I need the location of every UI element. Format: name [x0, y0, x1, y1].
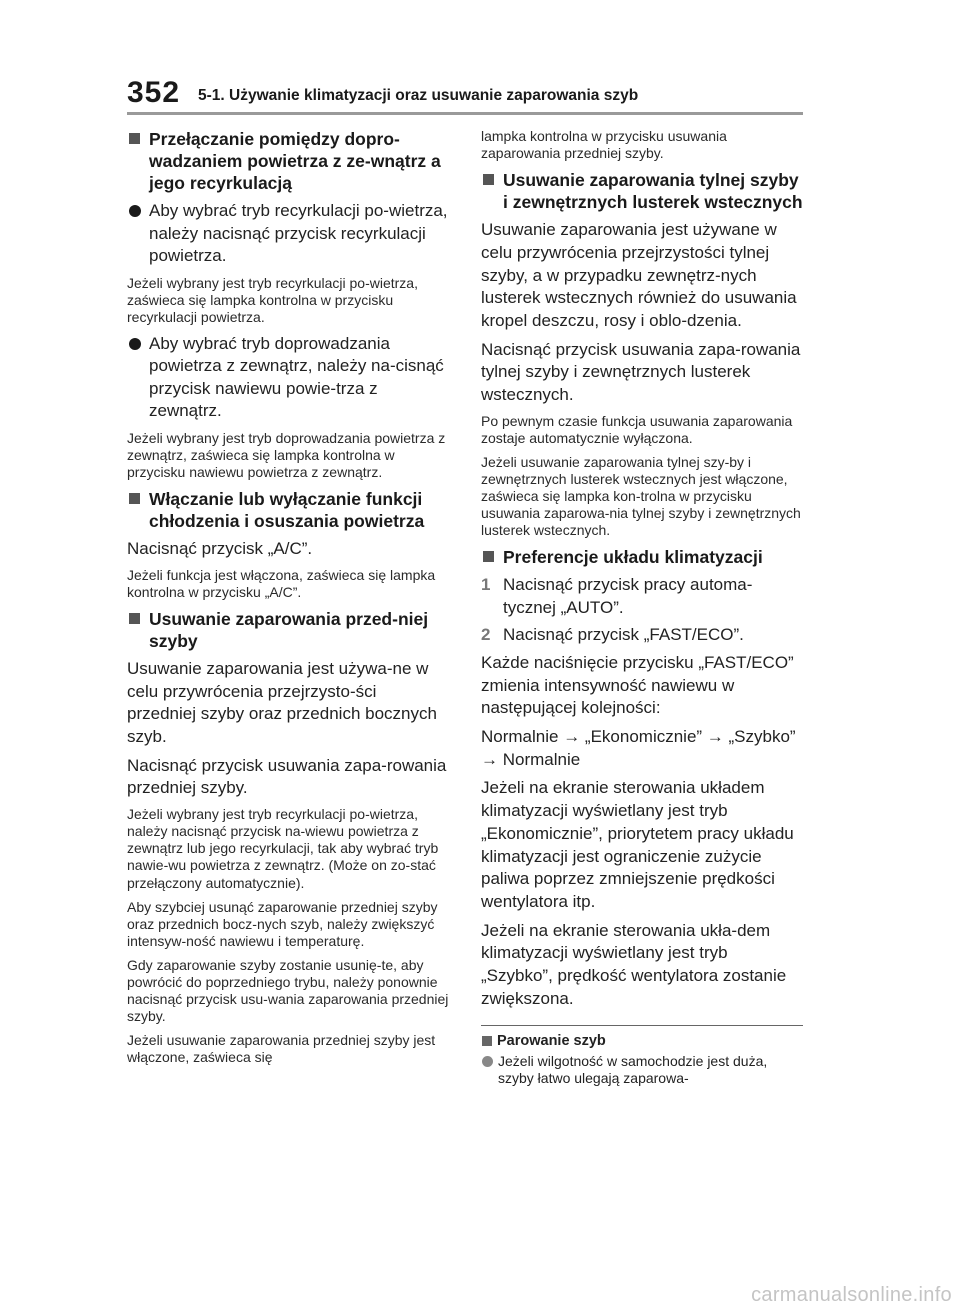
page-number: 352 — [127, 76, 181, 109]
note-text: Jeżeli wybrany jest tryb doprowadzania powietrza z zewnątrz, zaświeca się lampka kontrolna w przycisku nawiewu powietrza z zewnątrz. — [127, 429, 446, 480]
body-text: Usuwanie zaparowania jest używane w celu przywrócenia przejrzystości tylnej szyby, a w przypadku zewnętrz-nych lusterek wstecznych również do usuwania kropel deszczu, rosy i oblo-dzenia. — [481, 220, 797, 330]
divider — [481, 1025, 803, 1026]
right-column — [481, 128, 803, 1087]
note-text: Jeżeli funkcja jest włączona, zaświeca się lampka kontrolna w przycisku „A/C”. — [127, 566, 436, 600]
note-text: lampka kontrolna w przycisku usuwania zaparowania przedniej szyby. — [481, 128, 727, 162]
note-text: Jeżeli usuwanie zaparowania przedniej szyby jest włączone, zaświeca się — [127, 1032, 436, 1066]
body-text: Jeżeli na ekranie sterowania ukła-dem klimatyzacji wyświetlany jest tryb „Szybko”, prędkość wentylatora zostanie zwiększona. — [481, 920, 787, 1008]
section-title: 5-1. Używanie klimatyzacji oraz usuwanie zaparowania szyb — [198, 87, 639, 104]
bullet-item: Aby wybrać tryb doprowadzania powietrza z zewnątrz, należy na-cisnąć przycisk nawiewu powie-trza z zewnątrz. — [127, 333, 449, 423]
note-text: Jeżeli wybrany jest tryb recyrkulacji po-wietrza, zaświeca się lampka kontrolna w przycisku recyrkulacji powietrza. — [127, 274, 418, 325]
heading-air-recirculation: Przełączanie pomiędzy dopro-wadzaniem powietrza z ze-wnątrz a jego recyrkulacją — [127, 128, 449, 194]
header-rule — [127, 112, 803, 115]
round-bullet-icon — [482, 1056, 493, 1067]
body-text: Nacisnąć przycisk usuwania zapa-rowania przedniej szyby. — [127, 755, 447, 798]
numbered-step: 1 Nacisnąć przycisk pracy automa-tycznej „AUTO”. — [481, 575, 753, 617]
numbered-step: 2 Nacisnąć przycisk „FAST/ECO”. — [481, 624, 803, 647]
square-bullet-icon — [483, 551, 494, 562]
square-bullet-icon — [129, 493, 140, 504]
watermark: carmanualsonline.info — [751, 1284, 952, 1306]
heading-ac: Włączanie lub wyłączanie funkcji chłodzenia i osuszania powietrza — [127, 488, 449, 532]
body-text: Nacisnąć przycisk usuwania zapa-rowania tylnej szyby i zewnętrznych lusterek wstecznych. — [481, 339, 801, 405]
step-number: 2 — [481, 625, 491, 645]
bullet-item: Jeżeli wilgotność w samochodzie jest duża, szyby łatwo ulegają zaparowa- — [481, 1053, 803, 1087]
heading-window-fogging: Parowanie szyb — [481, 1032, 803, 1050]
heading-climate-preferences: Preferencje układu klimatyzacji — [481, 546, 803, 568]
left-column — [127, 128, 449, 1073]
square-bullet-icon — [482, 1036, 492, 1046]
note-text: Jeżeli usuwanie zaparowania tylnej szy-by i zewnętrznych lusterek wstecznych jest włączone, zaświeca się lampka kon-trolna w przycisku usuwania zaparowa-nia tylnej szyby i zewnętrznych lusterek wstecznych. — [481, 454, 801, 539]
note-text: Jeżeli wybrany jest tryb recyrkulacji po-wietrza, należy nacisnąć przycisk na-wiewu powietrza z zewnątrz lub jego recyrkulacji, tak aby wybrać tryb nawie-wu powietrza z zewnątrz. (Może on zo-stać przełączony automatycznie). — [127, 806, 439, 891]
square-bullet-icon — [483, 174, 494, 185]
body-text: Nacisnąć przycisk „A/C”. — [127, 539, 313, 559]
bullet-item: Aby wybrać tryb recyrkulacji po-wietrza, należy nacisnąć przycisk recyrkulacji powietrza. — [127, 200, 449, 268]
note-text: Gdy zaparowanie szyby zostanie usunię-te, aby powrócić do poprzedniego trybu, należy ponownie nacisnąć przycisk usu-wania zaparowania przedniej szyby. — [127, 956, 449, 1025]
note-text: Aby szybciej usunąć zaparowanie przedniej szyby oraz przednich bocz-nych szyb, należy zwiększyć intensyw-ność nawiewu i temperaturę. — [127, 898, 438, 949]
body-text: Każde naciśnięcie przycisku „FAST/ECO” zmienia intensywność nawiewu w następującej kolejności: — [481, 652, 794, 718]
square-bullet-icon — [129, 133, 140, 144]
round-bullet-icon — [129, 205, 141, 217]
note-text: Po pewnym czasie funkcja usuwania zaparowania zostaje automatycznie wyłączona. — [481, 412, 793, 446]
square-bullet-icon — [129, 613, 140, 624]
body-text: Usuwanie zaparowania jest używa-ne w celu przywrócenia przejrzysto-ści przedniej szyby oraz przednich bocznych szyb. — [127, 658, 437, 747]
heading-rear-defog: Usuwanie zaparowania tylnej szyby i zewnętrznych lusterek wstecznych — [481, 169, 803, 213]
round-bullet-icon — [129, 338, 141, 350]
body-text: Normalnie → „Ekonomicznie” → „Szybko” → Normalnie — [481, 727, 796, 769]
body-text: Jeżeli na ekranie sterowania układem klimatyzacji wyświetlany jest tryb „Ekonomicznie”, priorytetem pracy układu klimatyzacji jest ograniczenie zużycie paliwa poprzez zmniejszenie prędkości wentylatora itp. — [481, 778, 794, 911]
heading-front-defog: Usuwanie zaparowania przed-niej szyby — [127, 608, 449, 652]
step-number: 1 — [481, 575, 491, 595]
